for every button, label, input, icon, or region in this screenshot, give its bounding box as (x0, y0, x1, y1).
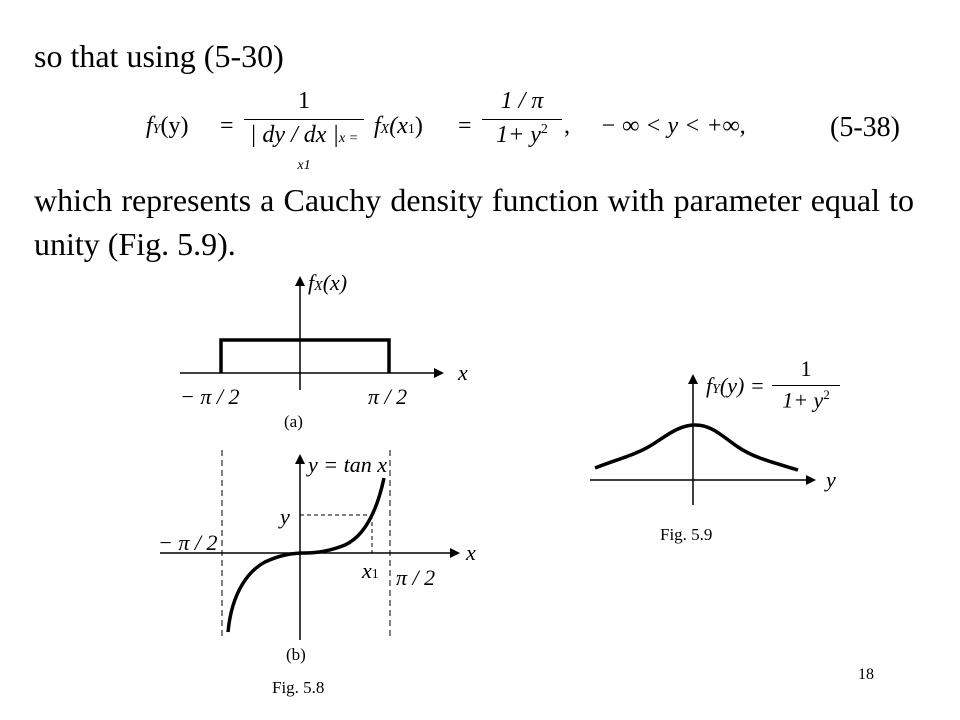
eq-mid: fX(x1) (374, 113, 423, 139)
fig-5-9-caption: Fig. 5.9 (660, 525, 713, 544)
eq-comma: , (564, 113, 570, 139)
eq-den2: $1+ y^2$ (482, 119, 562, 149)
fig-b-tan-curve (228, 478, 384, 632)
fig-59-fraction (772, 356, 840, 413)
fig-a-caption: (a) (284, 412, 303, 431)
fig-b-y-label: y (280, 504, 290, 529)
eq-num2: 1 / π (500, 88, 544, 114)
fig-59-x-arrow (806, 475, 816, 485)
fig-a-xlabel: x (458, 360, 468, 385)
intro-line: so that using (5-30) (34, 38, 284, 74)
fig-a-tick-right: π / 2 (368, 384, 408, 409)
eq-range: − ∞ < y < +∞, (600, 113, 746, 139)
fig-b-x-arrow (450, 548, 460, 558)
body-paragraph: which represents a Cauchy density function with parameter equal to unity (Fig. 5.9). (34, 182, 914, 262)
fig-a-tick-left: − π / 2 (180, 384, 240, 409)
fig-a-ylabel: fX(x) (308, 270, 348, 295)
fig-59-y-arrow (688, 374, 698, 384)
fig-59-ylabel: fY(y) = (706, 373, 765, 398)
fig-b-x1-label: x1 (362, 558, 379, 583)
eq-equals-1: = (220, 113, 234, 139)
equation-number: (5-38) (830, 112, 900, 143)
page-number: 18 (858, 666, 874, 683)
fig-b-caption: (b) (286, 645, 306, 664)
fig-b-xlabel: x (466, 540, 476, 565)
fig-b-y-arrow (295, 454, 305, 464)
fig-59-num: 1 (800, 356, 812, 381)
eq-den1: | dy / dx |x = x1 (244, 119, 364, 176)
fig-a-y-arrow (295, 276, 305, 286)
fig-59-xlabel: y (826, 467, 836, 492)
fig-5-8-caption: Fig. 5.8 (272, 678, 325, 697)
fig-a-uniform-density (221, 340, 389, 373)
eq-lhs: fY(y) (146, 113, 189, 139)
fig-59-cauchy-curve (595, 425, 798, 470)
fig-b-curve-label: y = tan x (308, 452, 387, 477)
eq-equals-2: = (458, 113, 472, 139)
fig-b-tick-right: π / 2 (396, 565, 436, 590)
fig-59-den: $1+ y^2$ (772, 385, 840, 413)
fig-a-x-arrow (434, 368, 444, 378)
fig-b-tick-left: − π / 2 (158, 530, 218, 555)
eq-num1: 1 (298, 88, 310, 114)
